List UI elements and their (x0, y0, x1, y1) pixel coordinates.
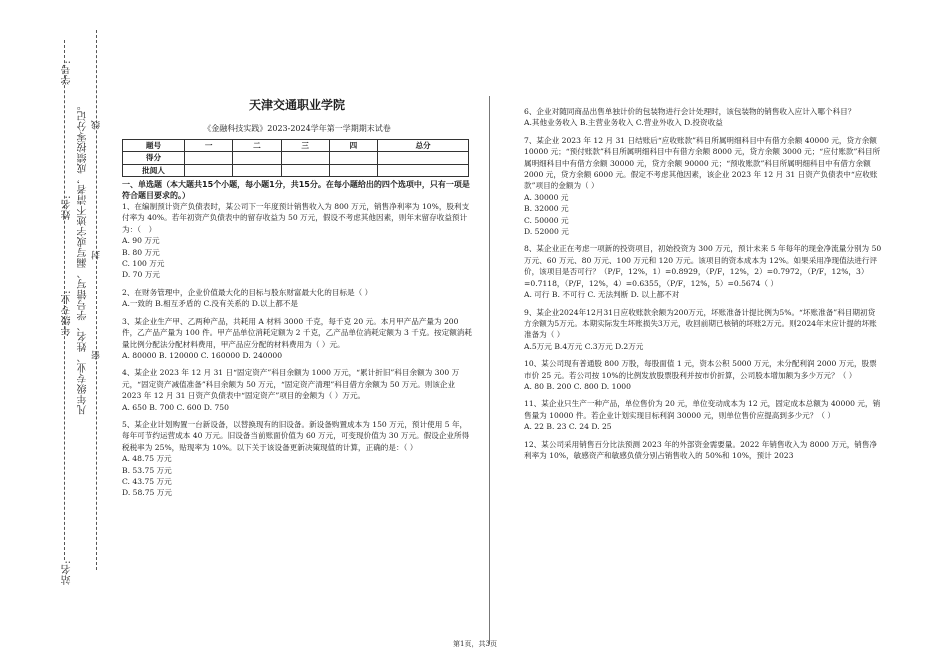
question (524, 358, 882, 392)
answer-option: A.其他业务收入 B.主营业务收入 C.营业外收入 D.投资收益 (524, 118, 723, 128)
answer-option: D. 70 万元 (122, 270, 160, 280)
answer-option: A. 可行 B. 不可行 C. 无法判断 D. 以上都不对 (524, 290, 680, 300)
score-cell[interactable] (185, 152, 233, 164)
answer-option: A. 80 B. 200 C. 800 D. 1000 (524, 381, 631, 391)
answer-option: C. 43.75 万元 (122, 476, 172, 486)
question-text: 2、在财务管理中，企业价值最大化的目标与股东财富最大化的目标是（ ） (122, 287, 373, 297)
binding-notice: 凡年级专业、姓名、学号错写、漏写或字迹不清者，成绩按零分记。 (78, 100, 89, 415)
question-text: 1、在编制预计资产负债表时，某公司下一年度预计销售收入为 800 万元，销售净利率为 10%，股利支付率为 40%。若年初资产负债表中的留存收益为 50 万元，假设不考虑其他因素，则年末留存收益预计为：（ ） (122, 202, 470, 234)
reviewer-cell[interactable] (281, 164, 329, 176)
seal-feng: 封 (92, 250, 102, 260)
question (122, 201, 472, 281)
score-table (122, 139, 469, 177)
seal-xian: 线 (92, 120, 102, 130)
score-cell[interactable] (329, 152, 377, 164)
score-table-header-row (123, 139, 469, 151)
answer-option: C. 50000 元 (524, 215, 569, 225)
student-id-label: 学号: (62, 60, 73, 85)
reviewer-cell[interactable] (233, 164, 281, 176)
question (524, 135, 882, 238)
answer-option: A. 650 B. 700 C. 600 D. 750 (122, 402, 229, 412)
school-name: 天津交通职业学院 (248, 98, 345, 112)
right-column (524, 106, 882, 461)
question (122, 367, 472, 413)
score-col-header: 总分 (378, 139, 469, 151)
question (122, 316, 472, 362)
question (122, 287, 472, 310)
score-col-header: 题号 (123, 139, 185, 151)
answer-option: A. 22 B. 23 C. 24 D. 25 (524, 422, 612, 432)
seal-mi: 密 (92, 350, 102, 360)
answer-option: A.一致的 B.相互矛盾的 C.没有关系的 D.以上都不是 (122, 299, 299, 309)
column-divider (489, 96, 490, 644)
question-text: 12、某公司采用销售百分比法预测 2023 年的外部资金需要量。2022 年销售收入为 8000 万元，销售净利率为 10%，敏感资产和敏感负债分别占销售收入的 50%和 10%，预计 2023 (524, 439, 878, 460)
question-text: 8、某企业正在考虑一项新的投资项目，初始投资为 300 万元，预计未来 5 年每年的现金净流量分别为 50 万元、60 万元、80 万元、100 万元和 120 万元。该项目的资本成本为 12%。如果采用净现值法进行评价，该项目是否可行？（P/F，12%，1）=0.8929，（P/F，12%，2）=0.7972，（P/F，12%，3）=0.7118，（P/F，12%，4）=0.6355，（P/F，12%，5）=0.5674（ ） (524, 244, 882, 288)
score-col-header: 三 (281, 139, 329, 151)
question (524, 106, 882, 129)
reviewer-row (123, 164, 469, 176)
question-text: 10、某公司现有普通股 800 万股，每股面值 1 元，资本公积 5000 万元，未分配利润 2000 万元，股票市价 25 元。若公司按 10%的比例发放股票股利并按市价折算，公司股本增加额为多少万元？（ ） (524, 359, 877, 380)
answer-option: B. 80 万元 (122, 247, 160, 257)
score-cell[interactable] (378, 152, 469, 164)
left-question-list (122, 201, 472, 499)
left-column (122, 100, 472, 499)
score-col-header: 四 (329, 139, 377, 151)
reviewer-row-label: 批阅人 (123, 164, 185, 176)
question-text: 3、某企业生产甲、乙两种产品，共耗用 A 材料 3000 千克，每千克 20 元。本月甲产品产量为 200 件，乙产品产量为 100 件。甲产品单位消耗定额为 2 千克，乙产品单位消耗定额为 3 千克。按定额消耗量比例分配法分配材料费用，甲产品应分配的材料费用为（ ）元。 (122, 316, 472, 349)
reviewer-cell[interactable] (378, 164, 469, 176)
page-footer: 第1页，共3页 (453, 640, 497, 648)
question (122, 419, 472, 499)
score-cell[interactable] (233, 152, 281, 164)
score-row-label: 得分 (123, 152, 185, 164)
question (524, 243, 882, 300)
score-cell[interactable] (281, 152, 329, 164)
question-text: 4、某企业 2023 年 12 月 31 日“固定资产”科目余额为 1000 万元，“累计折旧”科目余额为 300 万元，“固定资产减值准备”科目余额为 50 万元，“固定资产清理”科目借方余额为 50 万元。则该企业 2023 年 12 月 31 日资产负债表中“固定资产”项目的金额为（ ）万元。 (122, 368, 460, 401)
score-row (123, 152, 469, 164)
reviewer-cell[interactable] (329, 164, 377, 176)
answer-option: A.5万元 B.4万元 C.3万元 D.2万元 (524, 341, 644, 351)
exam-title: 《金融科技实践》2023-2024学年第一学期期末试卷 (203, 124, 391, 134)
answer-option: D. 52000 元 (524, 227, 569, 237)
right-question-list (524, 106, 882, 461)
answer-option: D. 58.75 万元 (122, 488, 172, 498)
section-heading: 一、单选题（本大题共15个小题，每小题1分，共15分。在每小题给出的四个选项中，只有一项是符合题目要求的。） (122, 180, 470, 201)
question (524, 307, 882, 353)
answer-option: B. 32000 元 (524, 204, 569, 214)
question (524, 398, 882, 432)
question-text: 6、企业对随同商品出售单独计价的包装物进行会计处理时，该包装物的销售收入应计入哪个科目？ (524, 107, 856, 116)
answer-option: B. 53.75 万元 (122, 465, 172, 475)
question-text: 5、某企业计划购置一台新设备，以替换现有的旧设备。新设备购置成本为 150 万元，预计使用 5 年，每年可节约运营成本 40 万元。旧设备当前账面价值为 60 万元，可变现价值为 30 万元。假设企业所得税税率为 25%，贴现率为 10%。以下关于该设备更新决策现值的计算，正确的是：（ ） (122, 419, 470, 452)
answer-option: C. 100 万元 (122, 259, 165, 269)
binding-margin (0, 0, 108, 672)
reviewer-cell[interactable] (185, 164, 233, 176)
major-label: 年级专业: (62, 290, 73, 336)
question (524, 439, 882, 462)
answer-option: A. 90 万元 (122, 236, 160, 246)
question-text: 7、某企业 2023 年 12 月 31 日结账后“应收账款”科目所属明细科目中有借方余额 40000 元，贷方余额 10000 元；“预付账款”科目所属明细科目中有借方余额 8000 元，贷方余额 3000 元；“应付账款”科目所属明细科目中有借方余额 30000 元，贷方余额 90000 元；“预收账款”科目所属明细科目中有借方余额 2000 元，贷方余额 6000 元。假定不考虑其他因素，该企业 2023 年 12 月 31 日资产负债表中“应收账款”项目的金额为（ ） (524, 135, 881, 191)
site-label: 站名: (62, 560, 73, 585)
answer-option: A. 80000 B. 120000 C. 160000 D. 240000 (122, 350, 283, 360)
name-label: 姓名: (62, 195, 73, 220)
score-col-header: 二 (233, 139, 281, 151)
question-text: 9、某企业2024年12月31日应收账款余额为200万元，坏账准备计提比例为5%。“坏账准备”科目期初贷方余额为5万元。本期实际发生坏账损失3万元，收回前期已核销的坏账2万元。则2024年末应计提的坏账准备为（ ） (524, 307, 877, 340)
score-col-header: 一 (185, 139, 233, 151)
question-text: 11、某企业只生产一种产品，单位售价为 20 元，单位变动成本为 12 元，固定成本总额为 40000 元，销售量为 10000 件。若企业计划实现目标利润 30000 元，则单位售价应提高到多少元？（ ） (524, 399, 881, 420)
answer-option: A. 48.75 万元 (122, 454, 172, 464)
answer-option: A. 30000 元 (524, 192, 569, 202)
binding-dashed-line-outer (96, 30, 97, 570)
